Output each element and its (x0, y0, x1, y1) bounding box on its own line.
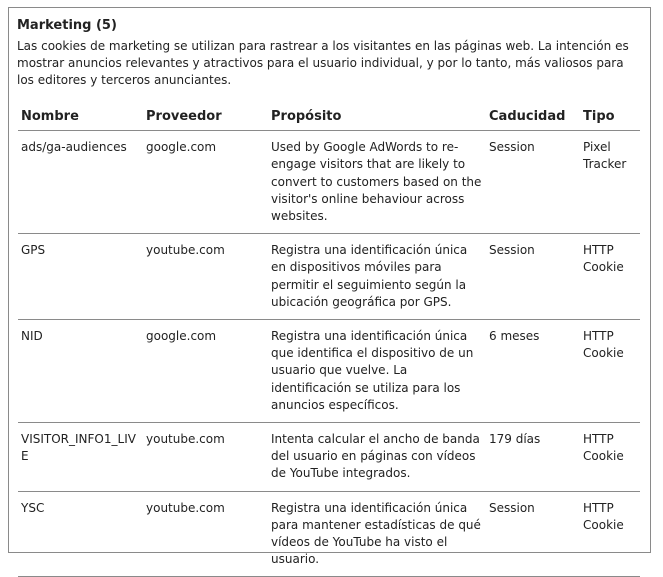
cookie-type: HTTP Cookie (580, 491, 640, 577)
cookie-type: HTTP Cookie (580, 423, 640, 492)
cookie-purpose: Intenta calcular el ancho de banda del usuario en páginas con vídeos de YouTube integrados. (268, 423, 486, 492)
cookie-purpose: Registra una identificación única en dispositivos móviles para permitir el seguimiento según la ubicación geográfica por GPS. (268, 234, 486, 320)
section-title: Marketing (5) (17, 18, 117, 33)
header-proposito: Propósito (268, 104, 486, 131)
table-row (18, 491, 640, 577)
header-proveedor: Proveedor (143, 104, 268, 131)
table-row (18, 423, 640, 492)
cookie-provider: youtube.com (143, 234, 268, 320)
cookie-name: GPS (18, 234, 143, 320)
cookie-expiry: Session (486, 131, 580, 234)
cookie-type: Pixel Tracker (580, 131, 640, 234)
header-nombre: Nombre (18, 104, 143, 131)
cookie-expiry: 179 días (486, 423, 580, 492)
cookie-type: HTTP Cookie (580, 320, 640, 423)
cookie-provider: google.com (143, 320, 268, 423)
table-row (18, 320, 640, 423)
header-tipo: Tipo (580, 104, 640, 131)
cookies-table (18, 104, 640, 577)
cookie-purpose: Used by Google AdWords to re-engage visitors that are likely to convert to customers based on the visitor's online behaviour across websites. (268, 131, 486, 234)
header-caducidad: Caducidad (486, 104, 580, 131)
cookie-name: VISITOR_INFO1_LIVE (18, 423, 143, 492)
cookie-provider: youtube.com (143, 423, 268, 492)
marketing-cookies-panel (8, 7, 651, 567)
cookie-purpose: Registra una identificación única para mantener estadísticas de qué vídeos de YouTube ha visto el usuario. (268, 491, 486, 577)
table-row (18, 234, 640, 320)
cookie-provider: youtube.com (143, 491, 268, 577)
cookie-name: NID (18, 320, 143, 423)
table-row (18, 131, 640, 234)
cookie-expiry: Session (486, 491, 580, 577)
cookie-expiry: 6 meses (486, 320, 580, 423)
cookie-purpose: Registra una identificación única que identifica el dispositivo de un usuario que vuelve. La identificación se utiliza para los anuncios específicos. (268, 320, 486, 423)
table-header-row (18, 104, 640, 131)
cookie-provider: google.com (143, 131, 268, 234)
cookie-type: HTTP Cookie (580, 234, 640, 320)
cookie-name: ads/ga-audiences (18, 131, 143, 234)
section-description: Las cookies de marketing se utilizan para rastrear a los visitantes en las páginas web. La intención es mostrar anuncios relevantes y atractivos para el usuario individual, y por lo tanto, más valiosos para los editores y terceros anunciantes. (17, 39, 629, 87)
cookie-expiry: Session (486, 234, 580, 320)
cookie-name: YSC (18, 491, 143, 577)
